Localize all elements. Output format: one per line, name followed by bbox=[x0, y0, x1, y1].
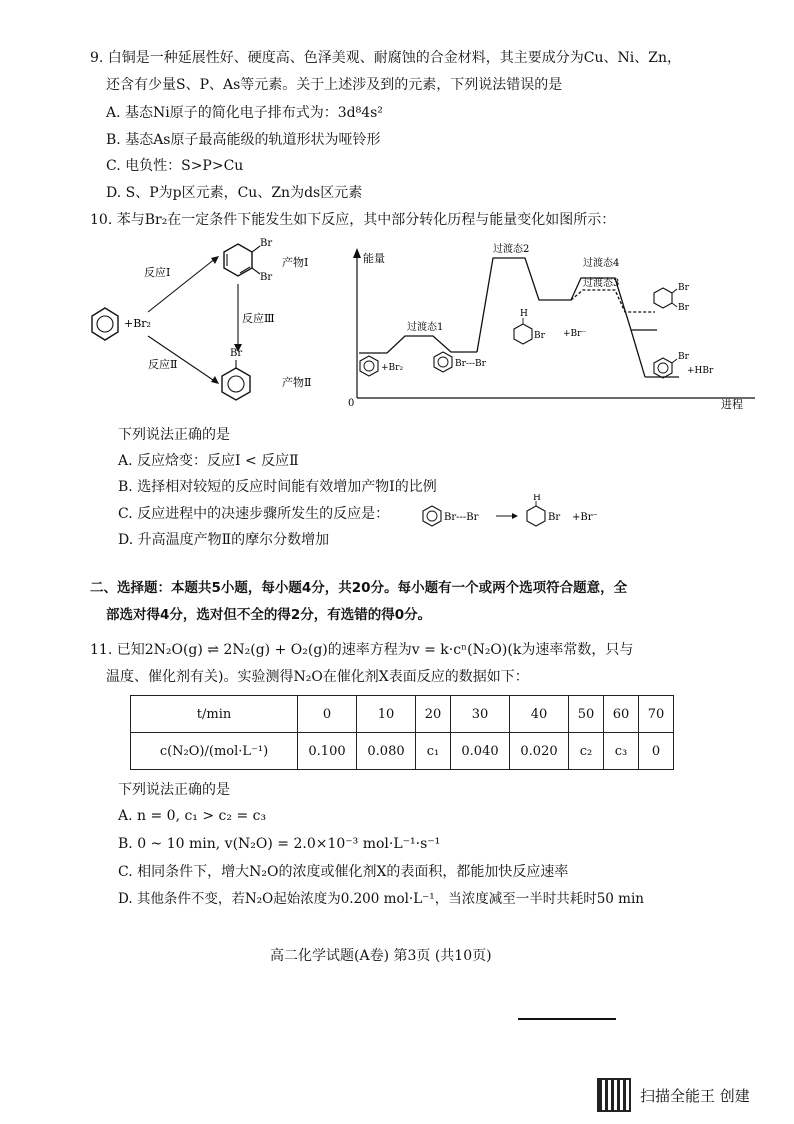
start-benzene bbox=[360, 356, 378, 376]
energy-path-early bbox=[359, 336, 477, 353]
table-cell: 30 bbox=[451, 696, 510, 733]
table-cell: c₂ bbox=[569, 733, 604, 770]
product2-label: 产物Ⅱ bbox=[282, 376, 312, 389]
scheme-reaction3-label: 反应Ⅲ bbox=[242, 312, 275, 325]
table-cell: 0 bbox=[639, 733, 674, 770]
ts1-label: 过渡态1 bbox=[407, 322, 444, 333]
energy-diagram bbox=[345, 240, 775, 412]
table-cell: 0.080 bbox=[357, 733, 416, 770]
table-cell: 0.100 bbox=[298, 733, 357, 770]
section2-heading-line1: 二、选择题：本题共5小题，每小题4分，共20分。每小题有一个或两个选项符合题意，全 bbox=[90, 580, 628, 596]
substitution-br: Br bbox=[678, 352, 689, 362]
q9-option-d: D. S、P为p区元素，Cu、Zn为ds区元素 bbox=[106, 185, 363, 201]
product1-structure bbox=[224, 244, 260, 276]
table-cell: 10 bbox=[357, 696, 416, 733]
table-cell: c₃ bbox=[604, 733, 639, 770]
eq-left-complex: Br---Br bbox=[444, 512, 479, 523]
scheme-reaction2-label: 反应Ⅱ bbox=[148, 358, 178, 371]
q10-prompt: 下列说法正确的是 bbox=[118, 427, 230, 443]
ts3-label: 过渡态3 bbox=[583, 278, 620, 289]
table-cell: 50 bbox=[569, 696, 604, 733]
q9-stem-line1: 9. 白铜是一种延展性好、硬度高、色泽美观、耐腐蚀的合金材料，其主要成分为Cu、Ni、Zn， bbox=[90, 50, 682, 66]
table-cell: c₁ bbox=[416, 733, 451, 770]
table-cell: 0 bbox=[298, 696, 357, 733]
q10-option-b: B. 选择相对较短的反应时间能有效增加产物Ⅰ的比例 bbox=[118, 479, 437, 495]
addition-br-bottom: Br bbox=[678, 303, 689, 313]
q11-option-c: C. 相同条件下，增大N₂O的浓度或催化剂X的表面积，都能加快反应速率 bbox=[118, 864, 569, 880]
q11-stem-line2: 温度、催化剂有关)。实验测得N₂O在催化剂X表面反应的数据如下： bbox=[106, 669, 529, 685]
energy-ylabel: 能量 bbox=[363, 252, 385, 265]
table-cell: 0.020 bbox=[510, 733, 569, 770]
sigma-complex-plus: +Br⁻ bbox=[563, 329, 587, 339]
sigma-complex bbox=[514, 318, 532, 344]
q10-stem: 10. 苯与Br₂在一定条件下能发生如下反应，其中部分转化历程与能量变化如图所示： bbox=[90, 212, 616, 228]
energy-path-branch bbox=[571, 290, 655, 312]
eq-right-br: Br bbox=[548, 512, 561, 523]
addition-product bbox=[654, 288, 677, 308]
table-cell: 70 bbox=[639, 696, 674, 733]
kinetics-table bbox=[130, 695, 674, 770]
addition-br-top: Br bbox=[678, 283, 689, 293]
product2-structure bbox=[222, 360, 250, 400]
sigma-complex-br: Br bbox=[534, 331, 545, 341]
energy-xlabel: 进程 bbox=[721, 398, 743, 411]
product1-label: 产物Ⅰ bbox=[282, 256, 309, 269]
q11-prompt: 下列说法正确的是 bbox=[118, 782, 230, 798]
scanner-watermark: 扫描全能王 创建 bbox=[640, 1087, 750, 1105]
table-row bbox=[131, 696, 674, 733]
q9-option-a: A. 基态Ni原子的简化电子排布式为：3d⁸4s² bbox=[106, 105, 383, 121]
table-header-conc: c(N₂O)/(mol·L⁻¹) bbox=[131, 733, 298, 770]
substitution-product bbox=[654, 358, 677, 378]
table-cell: 60 bbox=[604, 696, 639, 733]
pi-complex-label: Br---Br bbox=[455, 359, 486, 369]
product2-br: Br bbox=[230, 348, 243, 359]
q11-option-b: B. 0 ~ 10 min, v(N₂O) = 2.0×10⁻³ mol·L⁻¹·s⁻¹ bbox=[118, 836, 441, 852]
benzene-structure bbox=[92, 308, 118, 340]
q11-option-d: D. 其他条件不变，若N₂O起始浓度为0.200 mol·L⁻¹，当浓度减至一半时共耗时50 min bbox=[118, 891, 644, 907]
q10-option-d: D. 升高温度产物Ⅱ的摩尔分数增加 bbox=[118, 532, 330, 548]
table-cell: 0.040 bbox=[451, 733, 510, 770]
scheme-reaction1-label: 反应Ⅰ bbox=[144, 266, 171, 279]
sigma-complex-h: H bbox=[520, 309, 528, 319]
energy-origin: 0 bbox=[348, 398, 355, 409]
qr-code-icon bbox=[597, 1078, 631, 1112]
q9-option-b: B. 基态As原子最高能级的轨道形状为哑铃形 bbox=[106, 132, 381, 148]
scheme-reagent: +Br₂ bbox=[124, 317, 151, 330]
q11-stem-line1: 11. 已知2N₂O(g) ⇌ 2N₂(g) + O₂(g)的速率方程为v = k·cⁿ(N₂O)(k为速率常数，只与 bbox=[90, 642, 634, 658]
product1-br-top: Br bbox=[260, 238, 273, 249]
start-reagent: +Br₂ bbox=[381, 363, 404, 373]
q10-option-a: A. 反应焓变：反应Ⅰ < 反应Ⅱ bbox=[118, 453, 299, 469]
ts2-label: 过渡态2 bbox=[493, 244, 530, 255]
ts4-label: 过渡态4 bbox=[583, 258, 620, 269]
q10-option-c: C. 反应进程中的决速步骤所发生的反应是： bbox=[118, 506, 390, 522]
product1-br-bottom: Br bbox=[260, 272, 273, 283]
substitution-hbr: +HBr bbox=[687, 366, 714, 376]
footer-rule bbox=[518, 1018, 616, 1020]
eq-right-sigma bbox=[527, 501, 545, 526]
eq-right-h: H bbox=[533, 494, 541, 503]
reaction-scheme-diagram bbox=[78, 232, 348, 412]
table-cell: 40 bbox=[510, 696, 569, 733]
table-cell: 20 bbox=[416, 696, 451, 733]
pi-complex-benzene bbox=[434, 352, 452, 372]
section2-heading-line2: 部选对得4分，选对但不全的得2分，有选错的得0分。 bbox=[106, 607, 432, 623]
q11-option-a: A. n = 0, c₁ > c₂ = c₃ bbox=[118, 808, 267, 824]
eq-right-plus: +Br⁻ bbox=[572, 512, 598, 523]
q9-stem-line2: 还含有少量S、P、As等元素。关于上述涉及到的元素，下列说法错误的是 bbox=[106, 77, 563, 93]
q10-option-c-equation bbox=[412, 494, 612, 530]
q9-option-c: C. 电负性：S>P>Cu bbox=[106, 158, 244, 174]
page-footer: 高二化学试题(A卷) 第3页 (共10页) bbox=[270, 948, 492, 964]
table-header-time: t/min bbox=[131, 696, 298, 733]
eq-left-benzene bbox=[423, 506, 441, 526]
table-row bbox=[131, 733, 674, 770]
